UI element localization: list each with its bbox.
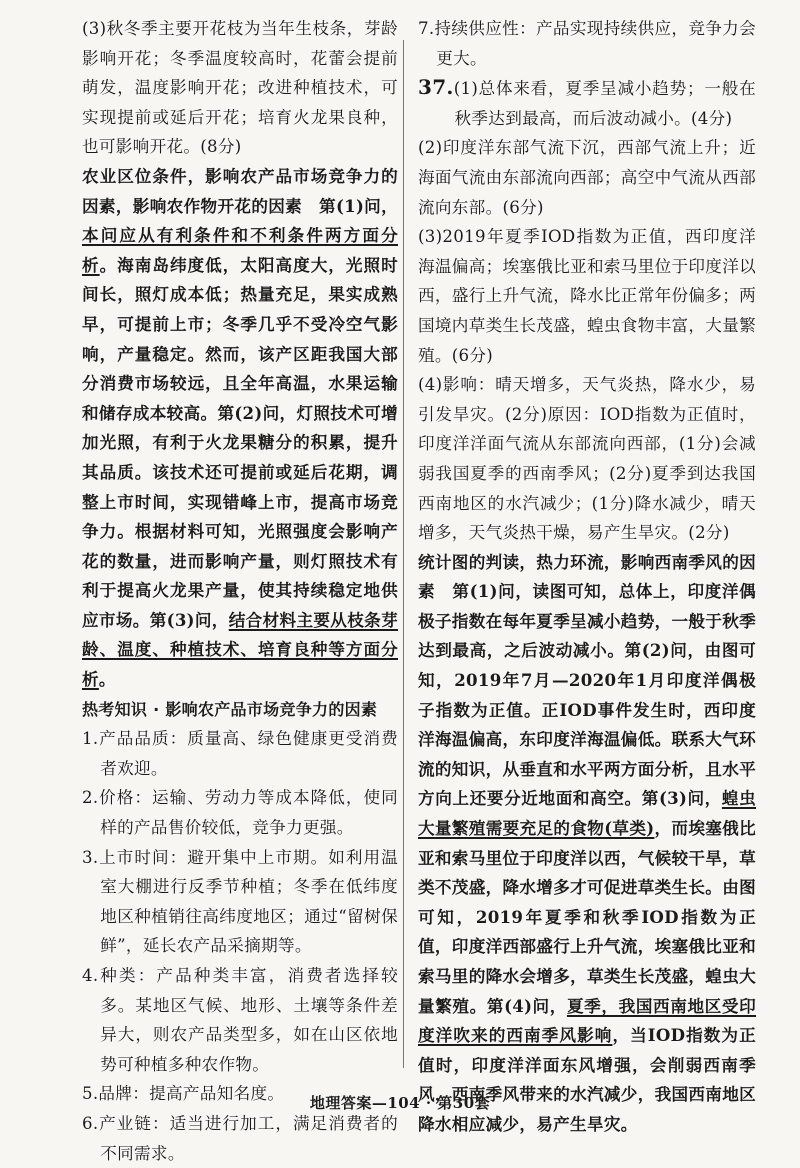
column-divider (403, 40, 404, 1068)
hot-item: 3.上市时间：避开集中上市期。如利用温室大棚进行反季节种植；冬季在低纬度地区种植销往高纬度地区；通过“留树保鲜”，延长农产品采摘期等。 (82, 847, 398, 956)
question-37-answer-2: (2)印度洋东部气流下沉，西部气流上升；近海面气流由东部流向西部；高空中气流从西部流向东部。(6分) (418, 138, 756, 217)
hot-item: 1.产品品质：质量高、绿色健康更受消费者欢迎。 (82, 729, 398, 778)
analysis-text: ，当IOD指数为正值时，印度洋洋面东风增强，会削弱西南季风，西南季风带来的水汽减少，我国西南地区降水相应减少，易产生旱灾。 (418, 1025, 756, 1134)
question-number: 37. (418, 75, 454, 100)
analysis-underline: 本问应从有利条件和不利条件两方面分析 (82, 225, 398, 275)
hot-knowledge-title: 热考知识 · 影响农产品市场竞争力的因素 (82, 699, 378, 719)
hot-item: 6.产业链：适当进行加工，满足消费者的不同需求。 (82, 1113, 398, 1163)
prev-answer-3: (3)秋冬季主要开花枝为当年生枝条，芽龄影响开花；冬季温度较高时，花蕾会提前萌发，温度影响开花；改进种植技术，可实现提前或延后开花；培育火龙果良种，也可影响开花。(8分) (82, 19, 398, 157)
left-column (82, 14, 398, 1168)
analysis-paragraph (418, 548, 756, 1140)
analysis-text: 。 (98, 669, 116, 690)
page-footer: 地理答案—104 · 第30套 (309, 1094, 491, 1112)
analysis-underline: 夏季，我国西南地区受印度洋吹来的西南季风影响 (418, 995, 756, 1046)
hot-item: 2.价格：运输、劳动力等成本降低，使同样的产品售价较低，竞争力更强。 (82, 788, 398, 838)
analysis-text: 农业区位条件，影响农产品市场竞争力的因素，影响农作物开花的因素 第(1)问， (82, 165, 398, 216)
question-37-answer-4: (4)影响：晴天增多，天气炎热，降水少，易引发旱灾。(2分)原因：IOD指数为正值时，印度洋洋面气流从东部流向西部，(1分)会减弱我国夏季的西南季风；(2分)夏季到达我国西南地区的水汽减少；(1分)降水减少，晴天增多，天气炎热干燥，易产生旱灾。(2分) (418, 375, 756, 543)
hot-item: 4.种类：产品种类丰富，消费者选择较多。某地区气候、地形、土壤等条件差异大，则农产品类型多，如在山区依地势可种植多种农作物。 (82, 966, 398, 1074)
question-37-answer-1 (418, 73, 756, 133)
answer-text: (1)总体来看，夏季呈减小趋势；一般在秋季达到最高，而后波动减小。(4分) (453, 79, 756, 128)
hot-item: 7.持续供应性：产品实现持续供应，竞争力会更大。 (418, 19, 756, 68)
right-column (418, 14, 756, 1140)
hot-item: 5.品牌：提高产品知名度。 (82, 1084, 285, 1104)
analysis-text: ，而埃塞俄比亚和索马里位于印度洋以西，气候较干旱，草类不茂盛，降水增多才可促进草类生长。由图可知，2019年夏季和秋季IOD指数为正值，印度洋西部盛行上升气流，埃塞俄比亚和索马里的降水会增多，草类生长茂盛，蝗虫大量繁殖。第(4)问， (418, 818, 756, 1016)
analysis-text: 。海南岛纬度低，太阳高度大，光照时间长，照灯成本低；热量充足，果实成熟早，可提前上市；冬季几乎不受冷空气影响，产量稳定。然而，该产区距我国大部分消费市场较远，且全年高温，水果运输和储存成本较高。第(2)问，灯照技术可增加光照，有利于火龙果糖分的积累，提升其品质。该技术还可提前或延后花期，调整上市时间，实现错峰上市，提高市场竞争力。根据材料可知，光照强度会影响产花的数量，进而影响产量，则灯照技术有利于提高火龙果产量，使其持续稳定地供应市场。第(3)问， (82, 254, 398, 630)
analysis-paragraph (82, 162, 398, 695)
analysis-underline: 蝗虫大量繁殖需要充足的食物(草类) (418, 788, 756, 839)
analysis-underline: 结合材料主要从枝条芽龄、温度、种植技术、培育良种等方面分析 (82, 609, 399, 690)
question-37-answer-3: (3)2019年夏季IOD指数为正值，西印度洋海温偏高；埃塞俄比亚和索马里位于印度洋以西，盛行上升气流，降水比正常年份偏多；两国境内草类生长茂盛，蝗虫食物丰富，大量繁殖。(6分) (418, 227, 756, 365)
analysis-text: 统计图的判读，热力环流，影响西南季风的因素 第(1)问，读图可知，总体上，印度洋偶极子指数在每年夏季呈减小趋势，一般于秋季达到最高，之后波动减小。第(2)问，由图可知，2019年7月—2020年1月印度洋偶极子指数为正值。正IOD事件发生时，西印度洋海温偏高，东印度洋海温偏低。联系大气环流的知识，从垂直和水平两方面分析，且水平方向上还要分近地面和高空。第(3)问， (418, 551, 756, 809)
